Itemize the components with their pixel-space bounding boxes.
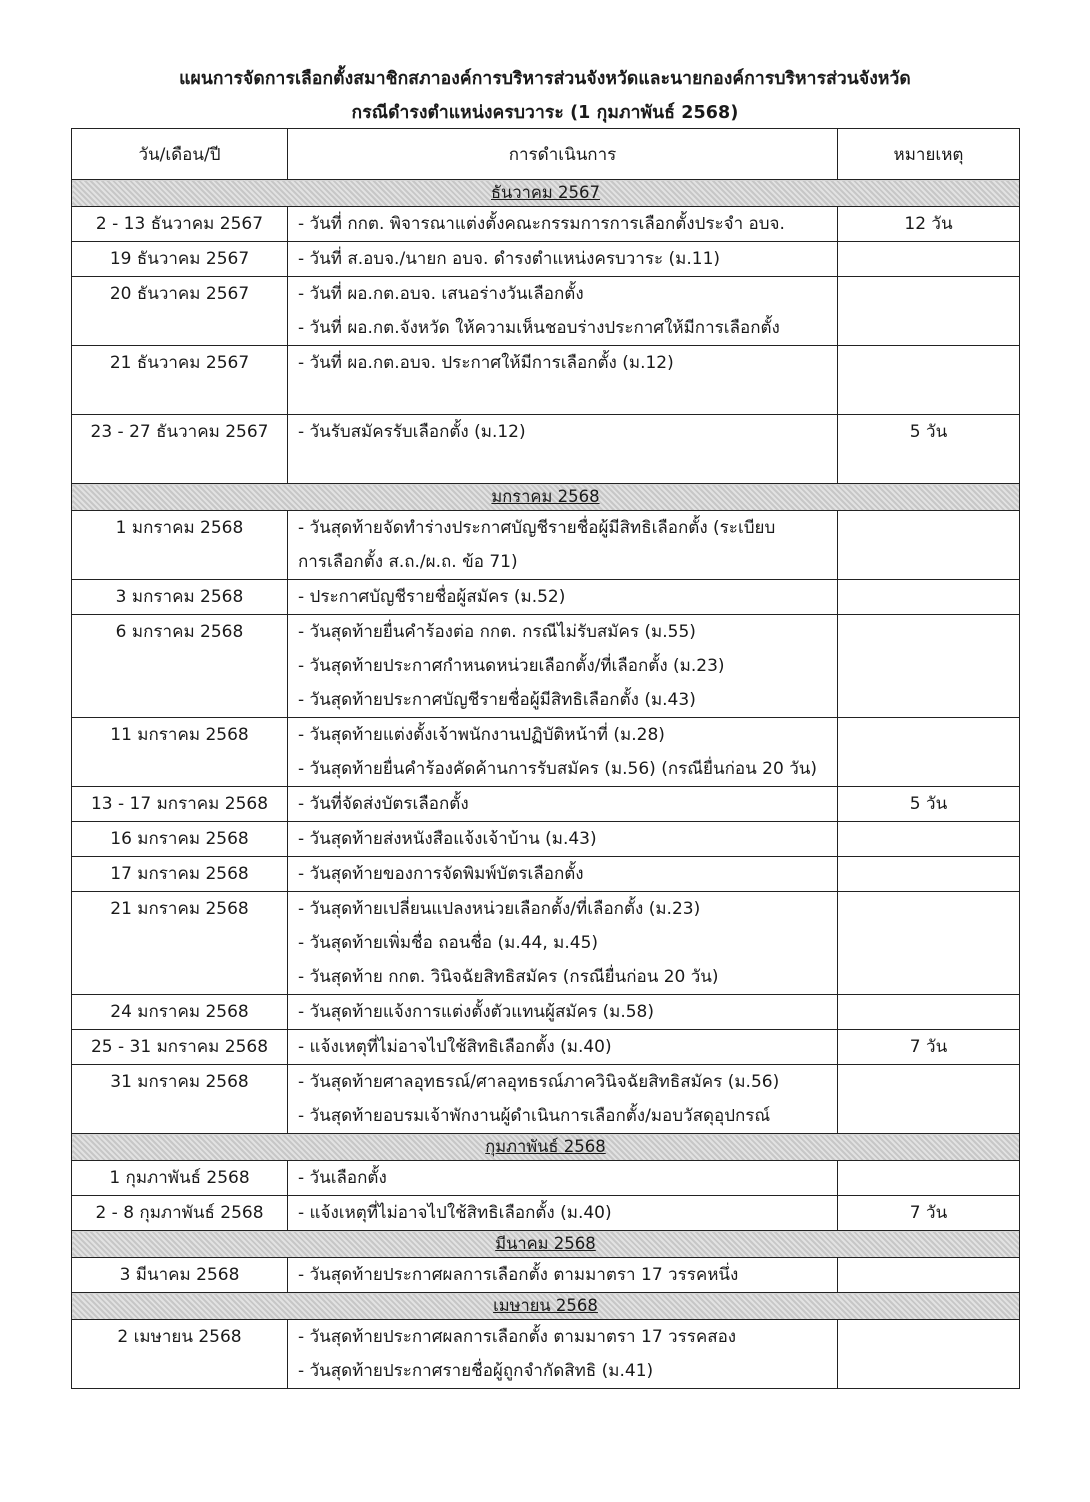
action-line: - วันสุดท้ายประกาศผลการเลือกตั้ง ตามมาตรา 17 วรรคหนึ่ง xyxy=(298,1265,739,1285)
action-line: - วันสุดท้ายประกาศบัญชีรายชื่อผู้มีสิทธิเลือกตั้ง (ม.43) xyxy=(298,690,696,710)
month-header-cell xyxy=(72,1231,1020,1258)
table-row xyxy=(72,277,1020,346)
date-cell xyxy=(72,822,288,857)
note-text xyxy=(838,857,1019,891)
date-text: 23 - 27 ธันวาคม 2567 xyxy=(90,422,269,442)
document-title: แผนการจัดการเลือกตั้งสมาชิกสภาองค์การบริหารส่วนจังหวัดและนายกองค์การบริหารส่วนจังหวัด xyxy=(179,69,911,89)
table-row xyxy=(72,415,1020,484)
date-text: 17 มกราคม 2568 xyxy=(110,864,249,884)
note-cell xyxy=(838,1320,1020,1389)
table-row xyxy=(72,1161,1020,1196)
note-cell xyxy=(838,1196,1020,1231)
date-cell xyxy=(72,787,288,822)
month-name: กุมภาพันธ์ 2568 xyxy=(485,1137,606,1156)
table-row xyxy=(72,511,1020,580)
date-text: 24 มกราคม 2568 xyxy=(110,1002,249,1022)
note-text xyxy=(838,1258,1019,1292)
date-text: 31 มกราคม 2568 xyxy=(110,1072,249,1092)
date-text: 2 เมษายน 2568 xyxy=(117,1327,242,1347)
note-cell xyxy=(838,207,1020,242)
action-cell xyxy=(288,1196,838,1231)
note-text xyxy=(838,1161,1019,1195)
action-cell xyxy=(288,242,838,277)
note-text xyxy=(838,242,1019,276)
action-cell xyxy=(288,718,838,787)
date-cell xyxy=(72,995,288,1030)
note-cell xyxy=(838,1161,1020,1196)
month-name: มกราคม 2568 xyxy=(491,487,600,506)
table-row xyxy=(72,242,1020,277)
month-name: เมษายน 2568 xyxy=(493,1296,598,1315)
action-line: - วันสุดท้าย กกต. วินิจฉัยสิทธิสมัคร (กรณียื่นก่อน 20 วัน) xyxy=(298,967,719,987)
note-text: 7 วัน xyxy=(909,1037,948,1057)
table-row xyxy=(72,995,1020,1030)
note-cell xyxy=(838,346,1020,415)
note-text xyxy=(838,892,1019,926)
action-line: - วันที่จัดส่งบัตรเลือกตั้ง xyxy=(298,794,469,814)
note-cell xyxy=(838,822,1020,857)
action-cell xyxy=(288,1320,838,1389)
date-cell xyxy=(72,580,288,615)
note-cell xyxy=(838,1258,1020,1293)
action-cell xyxy=(288,1161,838,1196)
month-name: มีนาคม 2568 xyxy=(495,1234,596,1253)
note-cell xyxy=(838,615,1020,718)
note-cell xyxy=(838,415,1020,484)
action-line: - แจ้งเหตุที่ไม่อาจไปใช้สิทธิเลือกตั้ง (ม.40) xyxy=(298,1203,612,1223)
note-text xyxy=(838,615,1019,649)
note-text: 5 วัน xyxy=(909,422,948,442)
action-line: - วันสุดท้ายเปลี่ยนแปลงหน่วยเลือกตั้ง/ที่เลือกตั้ง (ม.23) xyxy=(298,899,701,919)
note-cell xyxy=(838,511,1020,580)
blank-line xyxy=(288,380,837,414)
note-cell xyxy=(838,1030,1020,1065)
date-text: 3 มกราคม 2568 xyxy=(115,587,244,607)
month-header-cell xyxy=(72,484,1020,511)
action-cell xyxy=(288,995,838,1030)
date-text: 19 ธันวาคม 2567 xyxy=(109,249,250,269)
table-row xyxy=(72,346,1020,415)
table-row xyxy=(72,787,1020,822)
date-text: 11 มกราคม 2568 xyxy=(110,725,249,745)
table-row xyxy=(72,892,1020,995)
date-cell xyxy=(72,207,288,242)
month-name: ธันวาคม 2567 xyxy=(490,183,601,202)
date-cell xyxy=(72,857,288,892)
note-cell xyxy=(838,580,1020,615)
action-line: - วันที่ กกต. พิจารณาแต่งตั้งคณะกรรมการการเลือกตั้งประจำ อบจ. xyxy=(298,214,785,234)
note-text xyxy=(838,1065,1019,1099)
header-action: การดำเนินการ xyxy=(288,129,838,180)
date-cell xyxy=(72,1030,288,1065)
action-line: - ประกาศบัญชีรายชื่อผู้สมัคร (ม.52) xyxy=(298,587,566,607)
action-line: - แจ้งเหตุที่ไม่อาจไปใช้สิทธิเลือกตั้ง (ม.40) xyxy=(298,1037,612,1057)
action-line: - วันสุดท้ายอบรมเจ้าพักงานผู้ดำเนินการเลือกตั้ง/มอบวัสดุอุปกรณ์ xyxy=(298,1106,771,1126)
action-cell xyxy=(288,892,838,995)
header-date: วัน/เดือน/ปี xyxy=(72,129,288,180)
date-cell xyxy=(72,277,288,346)
date-cell xyxy=(72,1320,288,1389)
date-cell xyxy=(72,718,288,787)
date-text: 6 มกราคม 2568 xyxy=(115,622,244,642)
date-cell xyxy=(72,415,288,484)
date-cell xyxy=(72,1196,288,1231)
action-cell xyxy=(288,1065,838,1134)
date-cell xyxy=(72,615,288,718)
month-header-row xyxy=(72,180,1020,207)
action-cell xyxy=(288,857,838,892)
action-cell xyxy=(288,1030,838,1065)
month-header-row xyxy=(72,1293,1020,1320)
header-note: หมายเหตุ xyxy=(838,129,1020,180)
date-text: 1 มกราคม 2568 xyxy=(115,518,244,538)
action-cell xyxy=(288,346,838,415)
note-cell xyxy=(838,995,1020,1030)
table-row xyxy=(72,1320,1020,1389)
table-row xyxy=(72,1258,1020,1293)
note-text xyxy=(838,822,1019,856)
document-subtitle: กรณีดำรงตำแหน่งครบวาระ (1 กุมภาพันธ์ 2568) xyxy=(351,103,739,123)
date-cell xyxy=(72,1161,288,1196)
note-text: 5 วัน xyxy=(909,794,948,814)
action-cell xyxy=(288,415,838,484)
month-header-cell xyxy=(72,1134,1020,1161)
date-text: 21 ธันวาคม 2567 xyxy=(109,353,250,373)
date-text: 20 ธันวาคม 2567 xyxy=(109,284,250,304)
action-line: - วันสุดท้ายประกาศรายชื่อผู้ถูกจำกัดสิทธิ (ม.41) xyxy=(298,1361,654,1381)
action-line: การเลือกตั้ง ส.ถ./ผ.ถ. ข้อ 71) xyxy=(298,552,518,572)
action-line: - วันสุดท้ายจัดทำร่างประกาศบัญชีรายชื่อผู้มีสิทธิเลือกตั้ง (ระเบียบ xyxy=(298,518,776,538)
action-cell xyxy=(288,511,838,580)
schedule-table xyxy=(71,128,1020,1389)
table-row xyxy=(72,1065,1020,1134)
note-cell xyxy=(838,787,1020,822)
table-row xyxy=(72,580,1020,615)
action-line: - วันสุดท้ายแต่งตั้งเจ้าพนักงานปฏิบัติหน้าที่ (ม.28) xyxy=(298,725,665,745)
action-line: - วันสุดท้ายเพิ่มชื่อ ถอนชื่อ (ม.44, ม.45) xyxy=(298,933,599,953)
table-row xyxy=(72,857,1020,892)
note-text xyxy=(838,580,1019,614)
action-line: - วันที่ ผอ.กต.จังหวัด ให้ความเห็นชอบร่างประกาศให้มีการเลือกตั้ง xyxy=(298,318,780,338)
note-text: 7 วัน xyxy=(909,1203,948,1223)
note-cell xyxy=(838,1065,1020,1134)
note-cell xyxy=(838,892,1020,995)
date-cell xyxy=(72,1258,288,1293)
note-text: 12 วัน xyxy=(904,214,953,234)
note-cell xyxy=(838,857,1020,892)
note-cell xyxy=(838,277,1020,346)
note-text xyxy=(838,995,1019,1029)
schedule-body xyxy=(72,180,1020,1389)
action-line: - วันที่ ส.อบจ./นายก อบจ. ดำรงตำแหน่งครบวาระ (ม.11) xyxy=(298,249,721,269)
month-header-row xyxy=(72,1134,1020,1161)
action-line: - วันที่ ผอ.กต.อบจ. เสนอร่างวันเลือกตั้ง xyxy=(298,284,584,304)
date-text: 2 - 8 กุมภาพันธ์ 2568 xyxy=(95,1203,264,1223)
note-cell xyxy=(838,718,1020,787)
date-cell xyxy=(72,511,288,580)
note-text xyxy=(838,1320,1019,1354)
note-text xyxy=(838,277,1019,311)
date-cell xyxy=(72,346,288,415)
date-cell xyxy=(72,242,288,277)
month-header-row xyxy=(72,484,1020,511)
date-cell xyxy=(72,892,288,995)
month-header-row xyxy=(72,1231,1020,1258)
action-cell xyxy=(288,615,838,718)
action-cell xyxy=(288,580,838,615)
month-header-cell xyxy=(72,1293,1020,1320)
action-line: - วันสุดท้ายประกาศผลการเลือกตั้ง ตามมาตรา 17 วรรคสอง xyxy=(298,1327,737,1347)
action-line: - วันสุดท้ายยื่นคำร้องต่อ กกต. กรณีไม่รับสมัคร (ม.55) xyxy=(298,622,696,642)
action-line: - วันสุดท้ายประกาศกำหนดหน่วยเลือกตั้ง/ที่เลือกตั้ง (ม.23) xyxy=(298,656,725,676)
table-row xyxy=(72,615,1020,718)
table-row xyxy=(72,207,1020,242)
action-cell xyxy=(288,1258,838,1293)
action-line: - วันสุดท้ายส่งหนังสือแจ้งเจ้าบ้าน (ม.43) xyxy=(298,829,597,849)
date-text: 3 มีนาคม 2568 xyxy=(119,1265,240,1285)
table-row xyxy=(72,1196,1020,1231)
table-row xyxy=(72,1030,1020,1065)
action-cell xyxy=(288,277,838,346)
date-text: 1 กุมภาพันธ์ 2568 xyxy=(109,1168,250,1188)
month-header-cell xyxy=(72,180,1020,207)
action-line: - วันสุดท้ายแจ้งการแต่งตั้งตัวแทนผู้สมัคร (ม.58) xyxy=(298,1002,654,1022)
date-text: 21 มกราคม 2568 xyxy=(110,899,249,919)
date-cell xyxy=(72,1065,288,1134)
table-row xyxy=(72,822,1020,857)
note-cell xyxy=(838,242,1020,277)
date-text: 25 - 31 มกราคม 2568 xyxy=(90,1037,269,1057)
action-line: - วันที่ ผอ.กต.อบจ. ประกาศให้มีการเลือกตั้ง (ม.12) xyxy=(298,353,674,373)
header-row xyxy=(72,129,1020,180)
action-cell xyxy=(288,822,838,857)
date-text: 2 - 13 ธันวาคม 2567 xyxy=(95,214,264,234)
note-text xyxy=(838,718,1019,752)
table-row xyxy=(72,718,1020,787)
action-line: - วันเลือกตั้ง xyxy=(298,1168,387,1188)
action-cell xyxy=(288,787,838,822)
note-text xyxy=(838,346,1019,380)
note-text xyxy=(838,511,1019,545)
action-line: - วันรับสมัครรับเลือกตั้ง (ม.12) xyxy=(298,422,526,442)
date-text: 16 มกราคม 2568 xyxy=(110,829,249,849)
action-line: - วันสุดท้ายของการจัดพิมพ์บัตรเลือกตั้ง xyxy=(298,864,584,884)
action-cell xyxy=(288,207,838,242)
action-line: - วันสุดท้ายยื่นคำร้องคัดค้านการรับสมัคร (ม.56) (กรณียื่นก่อน 20 วัน) xyxy=(298,759,817,779)
blank-line xyxy=(288,449,837,483)
action-line: - วันสุดท้ายศาลอุทธรณ์/ศาลอุทธรณ์ภาควินิจฉัยสิทธิสมัคร (ม.56) xyxy=(298,1072,780,1092)
date-text: 13 - 17 มกราคม 2568 xyxy=(90,794,269,814)
